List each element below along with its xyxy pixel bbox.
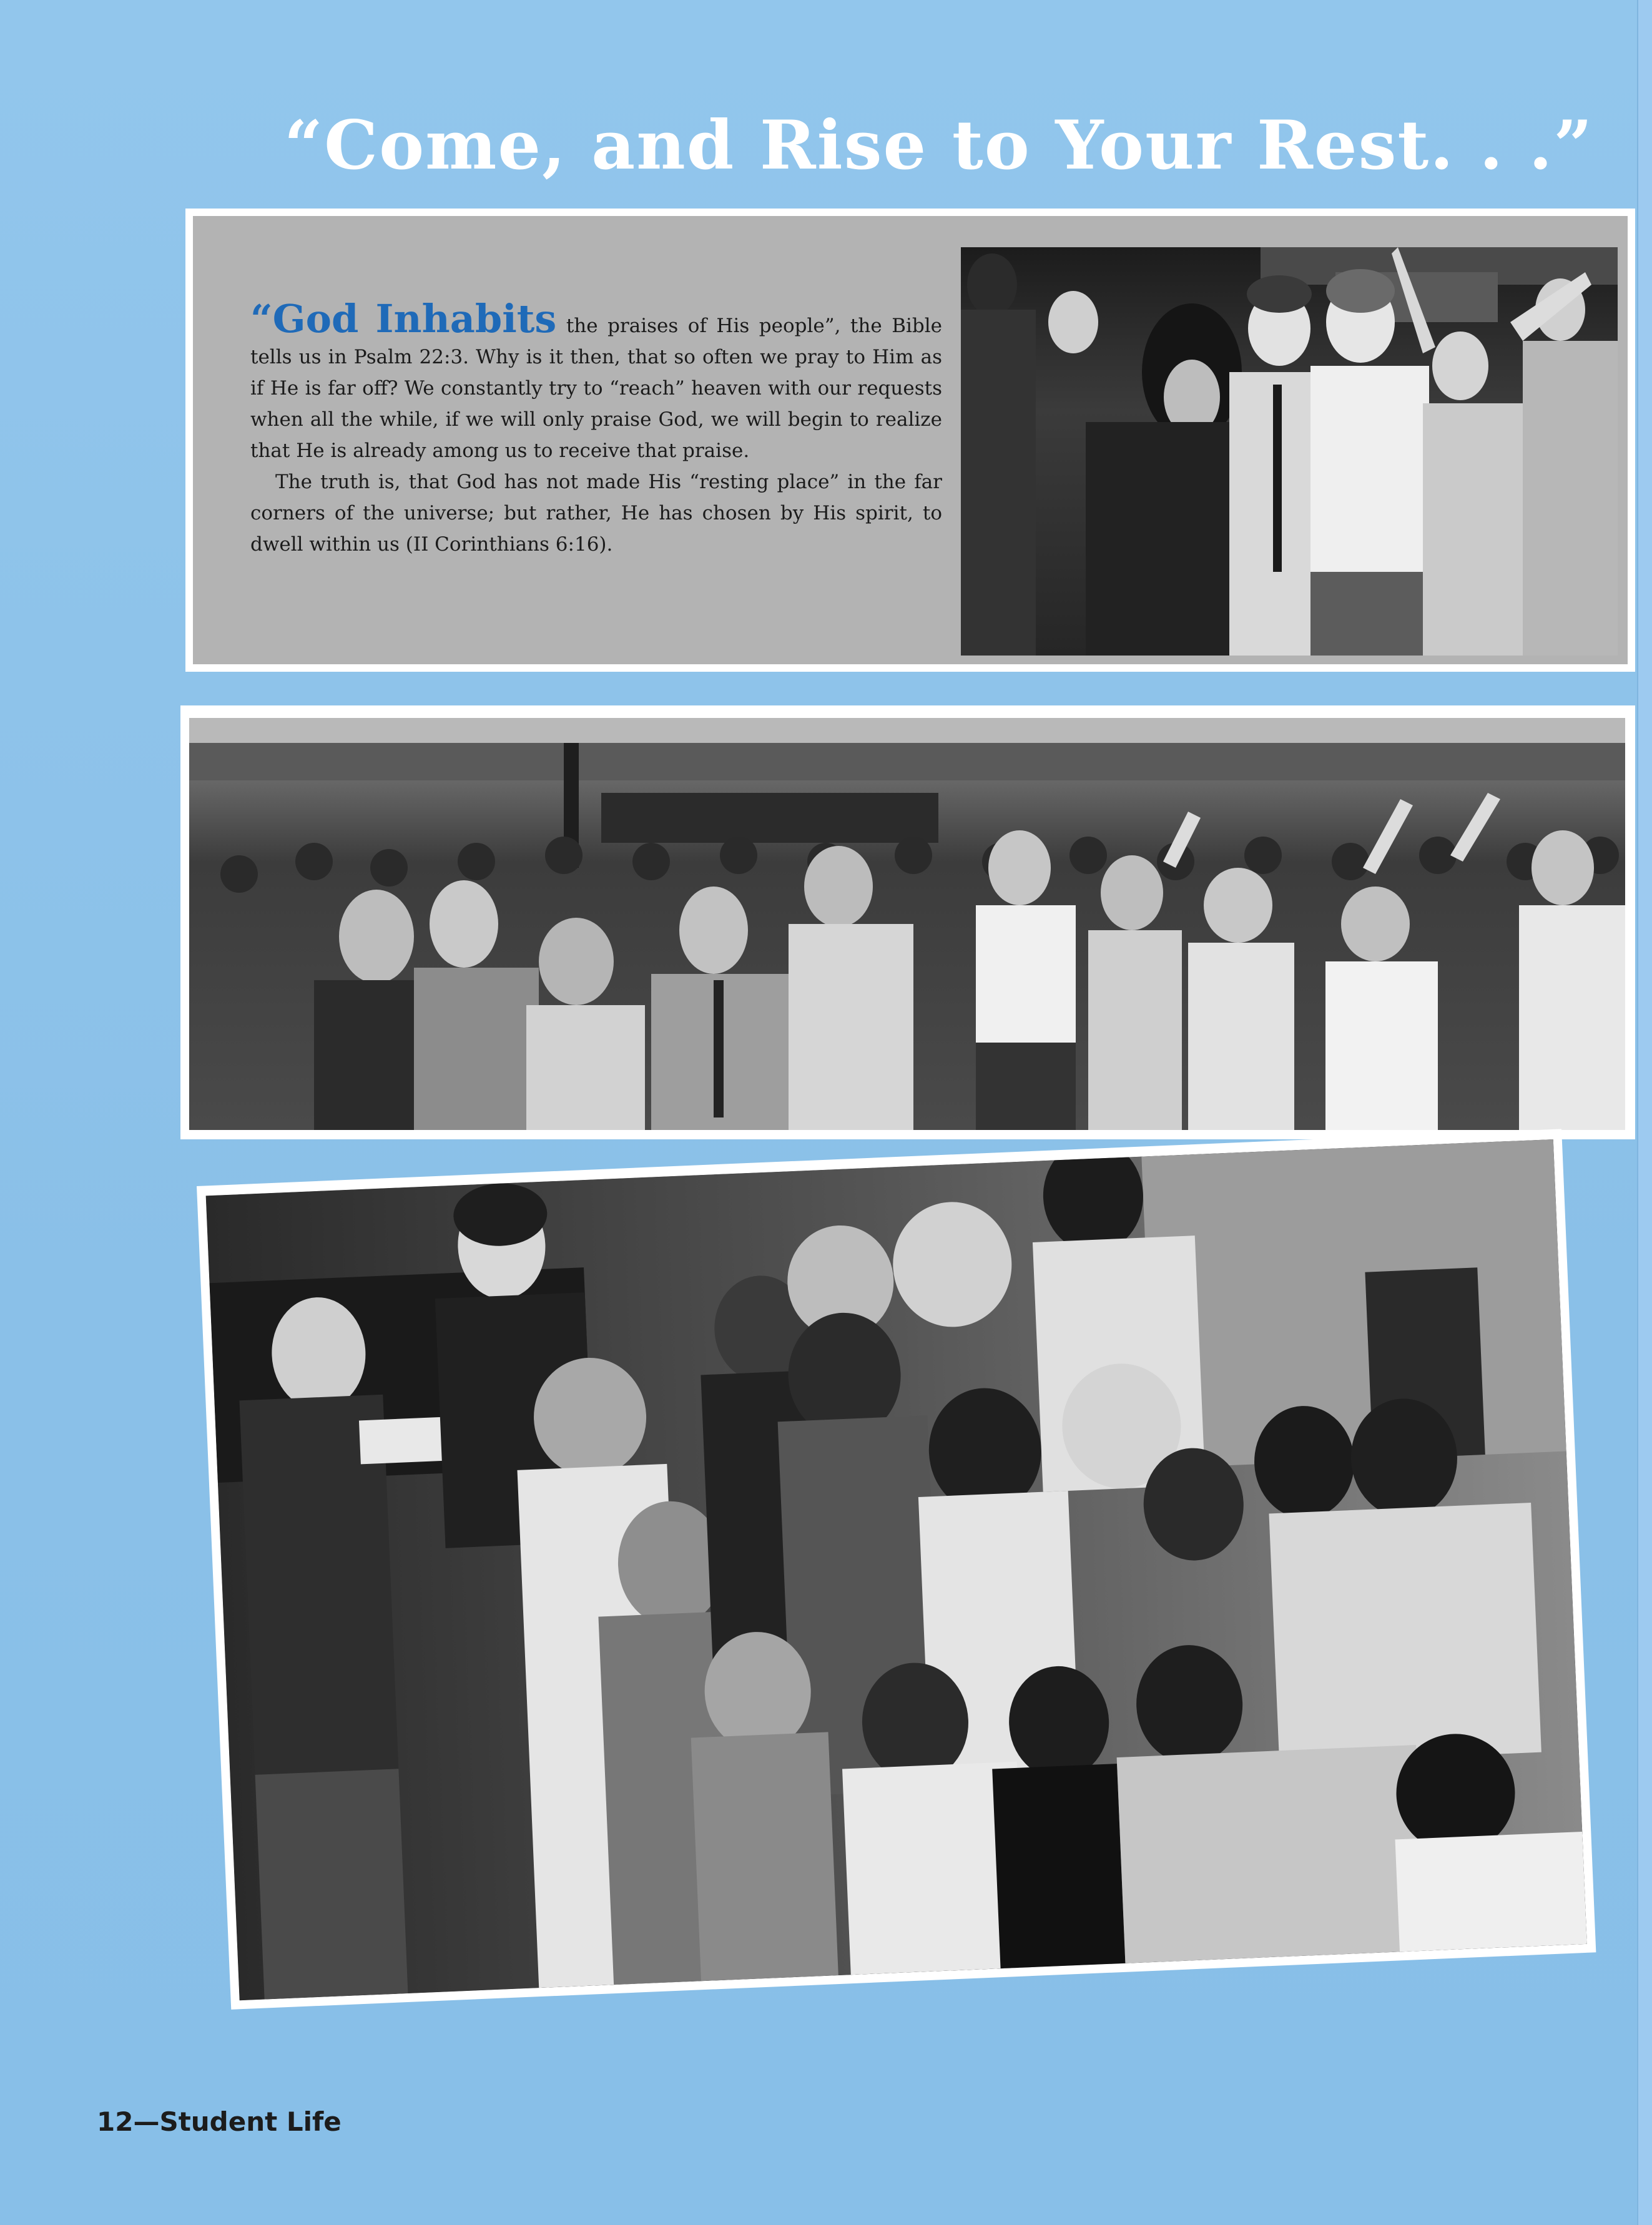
article-text — [250, 296, 942, 560]
article-lead-in: “God Inhabits — [250, 296, 557, 341]
article-panel — [185, 209, 1635, 672]
page-footer: 12—Student Life — [97, 2106, 342, 2137]
worship-photo-top-image — [961, 247, 1618, 656]
crowd-photo-frame — [180, 705, 1635, 1139]
worship-photo-top — [961, 247, 1618, 656]
worship-photo-middle — [189, 718, 1625, 1130]
article-paragraph-1 — [250, 296, 942, 466]
page-edge — [1637, 0, 1652, 2225]
prayer-photo-frame — [197, 1129, 1596, 2009]
prayer-photo-bottom-image — [206, 1139, 1587, 2000]
page-headline: “Come, and Rise to Your Rest. . .” — [284, 106, 1594, 185]
prayer-photo-bottom — [206, 1139, 1587, 2000]
article-paragraph-2: The truth is, that God has not made His “resting place” in the far corners of the universe; but rather, He has chosen by His spirit, to dwell within us (II Corinthians 6:16). — [250, 471, 942, 556]
article-panel-background — [193, 216, 1628, 664]
article-paragraph-1-body: the praises of His people”, the Bible tells us in Psalm 22:3. Why is it then, that so often we pray to Him as if He is far off? We constantly try to “reach” heaven with our requests when all the while, if we will only praise God, we will begin to realize that He is already among us to receive that praise. — [250, 315, 942, 462]
worship-photo-middle-image — [189, 718, 1625, 1130]
